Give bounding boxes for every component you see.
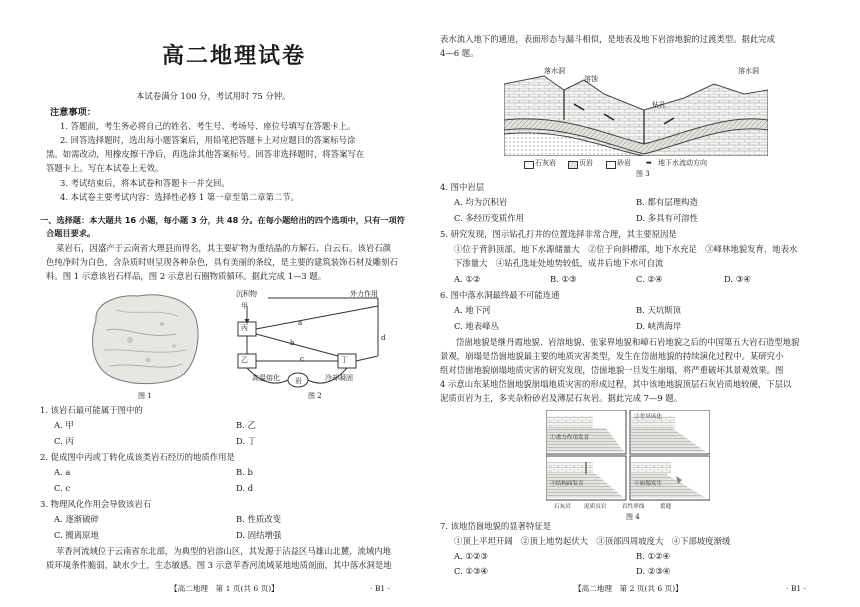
geologic-section-diagram <box>504 64 768 156</box>
passage1-line3: 料。图 1 示意该岩石样品，图 2 示意岩石圈物质循环。据此完成 1—3 题。 <box>46 271 327 281</box>
notes-heading: 注意事项： <box>50 107 96 118</box>
q7-option-b: B. ①②④ <box>636 551 671 561</box>
fig3-luoshui: 落水洞 <box>544 67 565 75</box>
q3-option-b: B. 性质改变 <box>236 514 281 524</box>
fig2-a: a <box>298 319 303 327</box>
note-4: 4. 本试卷主要考试内容：选择性必修 1 第一章至第二章第二节。 <box>60 192 300 202</box>
left-page <box>40 0 412 607</box>
fig2-top-left: 沉积物 <box>236 290 257 298</box>
fig2-jia: 甲 <box>241 302 248 310</box>
fig2-caption: 图 2 <box>308 392 322 400</box>
fig2-top-right: 外力作用 <box>350 290 378 298</box>
note-2: 2. 回答选择题时，选出每小题答案后，用铅笔把答题卡上对应题目的答案标号涂 <box>60 135 356 145</box>
passage3-line2: 景观，崩塌是岱崮地貌最主要的地质灾害类型，发生在岱崮地貌的持续演化过程中。某研究小 <box>440 351 784 361</box>
q1-option-a: A. 甲 <box>54 420 74 430</box>
note-2-cont: 黑。如需改动，用橡皮擦干净后，再选涂其他答案标号。回答非选择题时，将答案写在 <box>46 149 365 159</box>
q5-option-c: C. ②④ <box>636 274 663 284</box>
q6-option-b: B. 天坑斯顶 <box>636 305 681 315</box>
passage-cont-line2: 4—6 题。 <box>440 48 479 58</box>
question-6: 6. 图中落水洞最终最不可能连通 <box>440 290 560 300</box>
q4-option-c: C. 多经历变质作用 <box>454 213 525 223</box>
q1-option-b: B. 乙 <box>236 420 256 430</box>
legend-shale: 页岩 <box>579 159 593 167</box>
fig4-legend-3: 岩性界线 <box>622 504 645 510</box>
q3-option-d: D. 固结增强 <box>236 530 282 540</box>
q5-option-a: A. ①② <box>454 274 481 284</box>
fig2-ding: 丁 <box>341 356 348 364</box>
legend-sandstone: 砂岩 <box>617 159 631 167</box>
fig4-panel-1: ①重力作用发育 <box>550 435 590 441</box>
q2-option-a: A. a <box>54 467 71 477</box>
exam-meta: 本试卷满分 100 分，考试用时 75 分钟。 <box>136 91 291 101</box>
fig4-legend-4: 裂缝 <box>660 504 672 510</box>
legend-limestone: 石灰岩 <box>535 159 556 167</box>
left-footer-code: · B1 · <box>370 584 391 593</box>
q3-option-c: C. 搬离原地 <box>54 530 99 540</box>
q4-option-a: A. 均为沉积岩 <box>454 197 508 207</box>
q5-items-line1: ①位于背斜顶部，地下水源储量大 ②位于向斜槽部，地下水充足 ③峰林地貌发育，地表水 <box>454 244 798 254</box>
fig4-legend-1: 石灰岩 <box>554 504 571 510</box>
fig1-caption: 图 1 <box>138 392 152 400</box>
fig4-panel-3: ③结构面发育 <box>550 481 584 487</box>
q7-items: ①顶上平坦开阔 ②顶上地势起伏大 ③顶部四周坡度大 ④下部坡度渐缓 <box>454 536 731 546</box>
passage3-line4: 4 示意山东某地岱崮地貌崩塌地质灾害的形成过程，其中该地地貌顶层石灰岩质地较硬，下层以 <box>440 379 792 389</box>
q6-option-c: C. 地表峰丛 <box>454 321 499 331</box>
q4-option-b: B. 都有层理构造 <box>636 197 698 207</box>
fig3-yong: 溶水洞 <box>738 67 759 75</box>
section-heading-cont: 合题目要求。 <box>46 228 96 238</box>
q7-option-c: C. ①③④ <box>454 566 488 576</box>
q1-option-d: D. 丁 <box>236 436 257 446</box>
legend-flow: 地下水流动方向 <box>658 159 707 167</box>
passage-cont-line1: 表水流入地下的通道，表面形态与漏斗相似，是地表及地下岩溶地貌的过渡类型。据此完成 <box>440 34 775 44</box>
fig3-caption: 图 3 <box>636 170 650 178</box>
q3-option-a: A. 逐渐破碎 <box>54 514 99 524</box>
q5-option-d: D. ③④ <box>724 274 751 284</box>
q2-option-b: B. b <box>236 467 253 477</box>
note-1: 1. 答题前，考生务必将自己的姓名、考生号、考场号、座位号填写在答题卡上。 <box>60 121 356 131</box>
q5-option-b: B. ①③ <box>550 274 577 284</box>
q6-option-d: D. 峡湾海岸 <box>636 321 682 331</box>
q7-option-d: D. ②③④ <box>636 566 671 576</box>
passage1-line2: 色纯净时为白色，含杂质时则呈现各种杂色，具有美丽的条纹，是主要的建筑装饰石材及雕刻石 <box>46 257 398 267</box>
fig4-panel-4: ④崩塌发生 <box>634 481 662 487</box>
q6-option-a: A. 地下河 <box>454 305 491 315</box>
fig2-c: c <box>300 355 304 363</box>
section-heading: 一、选择题：本大题共 16 小题，每小题 3 分，共 48 分。在每小题给出的四个选项中，只有一项符 <box>40 215 405 225</box>
fig2-magma: 岩 <box>295 377 302 385</box>
fig3-zuankong: 钻孔 <box>652 101 666 109</box>
q4-option-d: D. 多具有可溶性 <box>636 213 698 223</box>
fig2-d: d <box>381 334 386 342</box>
q1-option-c: C. 丙 <box>54 436 74 446</box>
passage3-line3: 组对岱崮地貌崩塌地质灾害的研究发现，岱崮地貌一旦发生崩塌，将严重破坏其景观效果。图 <box>440 365 784 375</box>
fig2-b: b <box>290 339 295 347</box>
fig2-bing: 丙 <box>241 324 248 332</box>
passage3-line5: 泥质页岩为主，多夹杂粉砂岩及薄层石灰岩。据此完成 7—9 题。 <box>440 393 683 403</box>
legend-flow-arrow-icon: ➡ <box>646 159 652 167</box>
q5-items-line2: 下渗量大 ④钻孔选址处地势较低，成井后地下水可自流 <box>454 258 664 268</box>
fig4-legend-2: 泥质页岩 <box>584 504 607 510</box>
question-7: 7. 该地岱崮地貌的显著特征是 <box>440 521 552 531</box>
question-3: 3. 物理风化作用会导致该岩石 <box>40 499 152 509</box>
exam-title: 高二地理试卷 <box>162 44 307 69</box>
fig2-yi: 乙 <box>241 356 248 364</box>
q2-option-d: D. d <box>236 483 254 493</box>
passage1-line1: 菜岩石，因盛产于云南省大理县而得名，其主要矿物为重结晶的方解石、白云石。该岩石颜 <box>56 243 391 253</box>
legend-shale-swatch <box>568 161 578 169</box>
right-page <box>440 0 832 607</box>
note-3: 3. 考试结束后，将本试卷和答题卡一并交回。 <box>60 178 230 188</box>
passage3-line1: 岱崮地貌是继丹霞地貌、岩溶地貌、张家界地貌和嶂石岩地貌之后的中国第五大岩石造型地貌 <box>456 337 800 347</box>
question-4: 4. 图中岩层 <box>440 182 485 192</box>
fig4-caption: 图 4 <box>626 513 640 521</box>
question-2: 2. 促成图中丙或丁转化成该类岩石经历的地质作用是 <box>40 452 235 462</box>
question-5: 5. 研究发现，图示钻孔打井的位置选择非常合理，其主要原因是 <box>440 229 677 239</box>
note-2-cont2: 答题卡上。写在本试卷上无效。 <box>46 163 164 173</box>
legend-sandstone-swatch <box>606 161 616 169</box>
passage2-line2: 质环境条件脆弱，缺水少土，生态敏感。图 3 示意苹香河流域某地地质剖面，其中落水洞是地 <box>46 560 392 570</box>
right-footer: 【高二地理 第 2 页(共 6 页)】 <box>574 584 683 593</box>
fig4-panel-2: ②差异风化 <box>634 414 662 420</box>
right-footer-code: · B1 · <box>786 584 807 593</box>
fig3-tiankeng: 溶蚀 <box>584 75 598 83</box>
passage2-line1: 苹香河流域位于云南省东北部，为典型的岩溶山区，其发源于沾益区马雄山北麓，流域内地 <box>56 546 391 556</box>
left-footer: 【高二地理 第 1 页(共 6 页)】 <box>170 584 279 593</box>
q7-option-a: A. ①②③ <box>454 551 488 561</box>
question-1: 1. 该岩石最可能属于图中的 <box>40 405 143 415</box>
fig2-cooling: 冷却凝固 <box>325 374 353 382</box>
rock-sample-image <box>86 290 202 388</box>
fig2-melt: 高温熔化 <box>252 374 280 382</box>
legend-limestone-swatch <box>524 161 534 169</box>
q2-option-c: C. c <box>54 483 71 493</box>
